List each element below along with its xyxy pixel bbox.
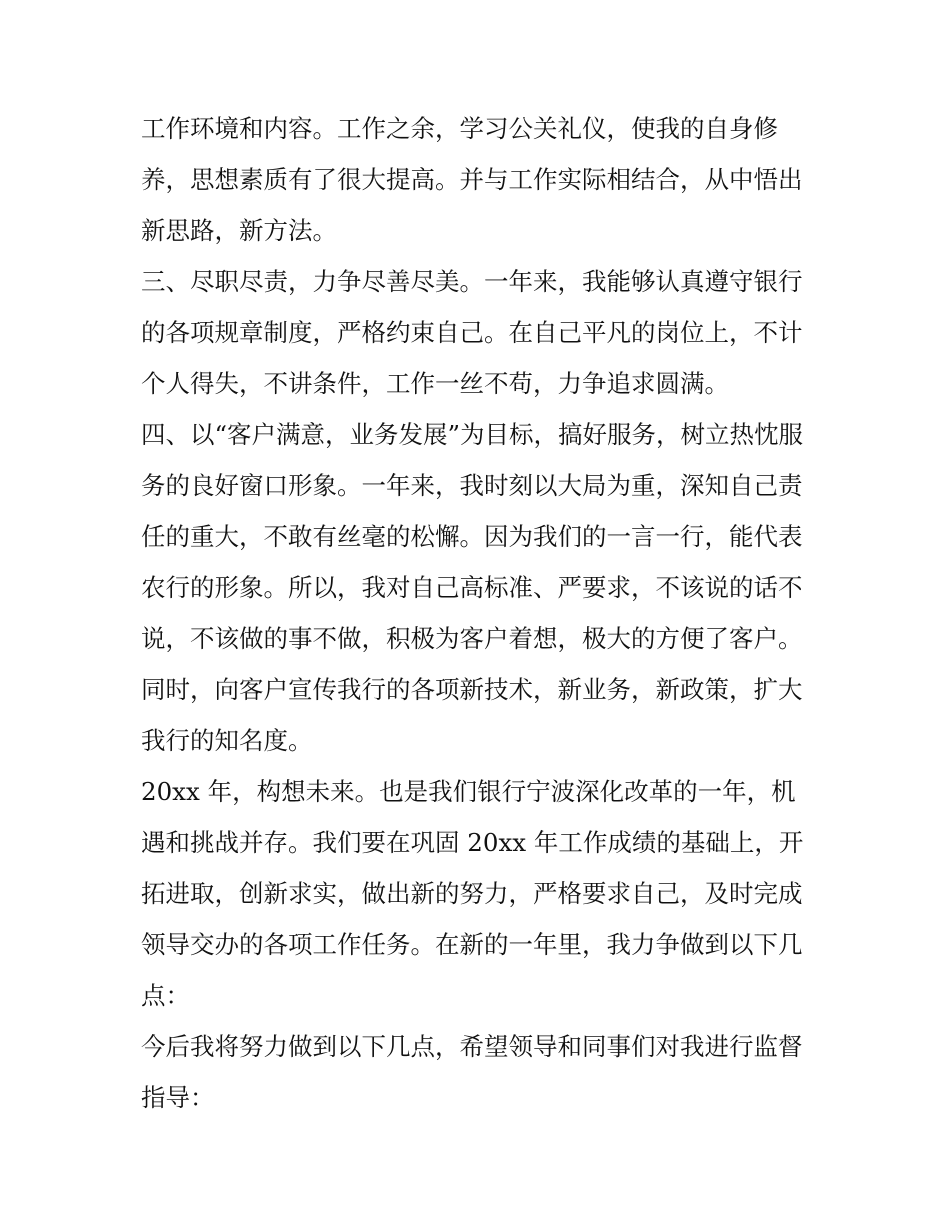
text-line: 20xx 年，构想未来。也是我们银行宁波深化改革的一年，机 (141, 777, 796, 806)
text-line: 务的良好窗口形象。一年来，我时刻以大局为重，深知自己责 (141, 471, 803, 500)
text-line: 农行的形象。所以，我对自己高标准、严要求，不该说的话不 (141, 573, 803, 602)
text-line: 指导： (141, 1083, 215, 1112)
text-line: 我行的知名度。 (141, 726, 313, 755)
text-line: 点： (141, 981, 190, 1010)
text-line: 遇和挑战并存。我们要在巩固 20xx 年工作成绩的基础上，开 (141, 828, 804, 857)
text-line: 工作环境和内容。工作之余，学习公关礼仪，使我的自身修 (141, 114, 778, 143)
text-line: 任的重大，不敢有丝毫的松懈。因为我们的一言一行，能代表 (141, 522, 803, 551)
text-line: 说，不该做的事不做，积极为客户着想，极大的方便了客户。 (141, 624, 803, 653)
text-line: 新思路，新方法。 (141, 216, 337, 245)
text-line: 同时，向客户宣传我行的各项新技术，新业务，新政策，扩大 (141, 675, 803, 704)
text-line: 三、尽职尽责，力争尽善尽美。一年来，我能够认真遵守银行 (141, 267, 803, 296)
text-line: 的各项规章制度，严格约束自己。在自己平凡的岗位上，不计 (141, 318, 803, 347)
text-line: 四、以“客户满意，业务发展”为目标，搞好服务，树立热忱服 (141, 420, 804, 449)
text-line: 拓进取，创新求实，做出新的努力，严格要求自己，及时完成 (141, 879, 803, 908)
text-line: 今后我将努力做到以下几点，希望领导和同事们对我进行监督 (141, 1032, 803, 1061)
text-line: 养，思想素质有了很大提高。并与工作实际相结合，从中悟出 (141, 165, 803, 194)
text-line: 领导交办的各项工作任务。在新的一年里，我力争做到以下几 (141, 930, 803, 959)
text-line: 个人得失，不讲条件，工作一丝不苟，力争追求圆满。 (141, 369, 729, 398)
